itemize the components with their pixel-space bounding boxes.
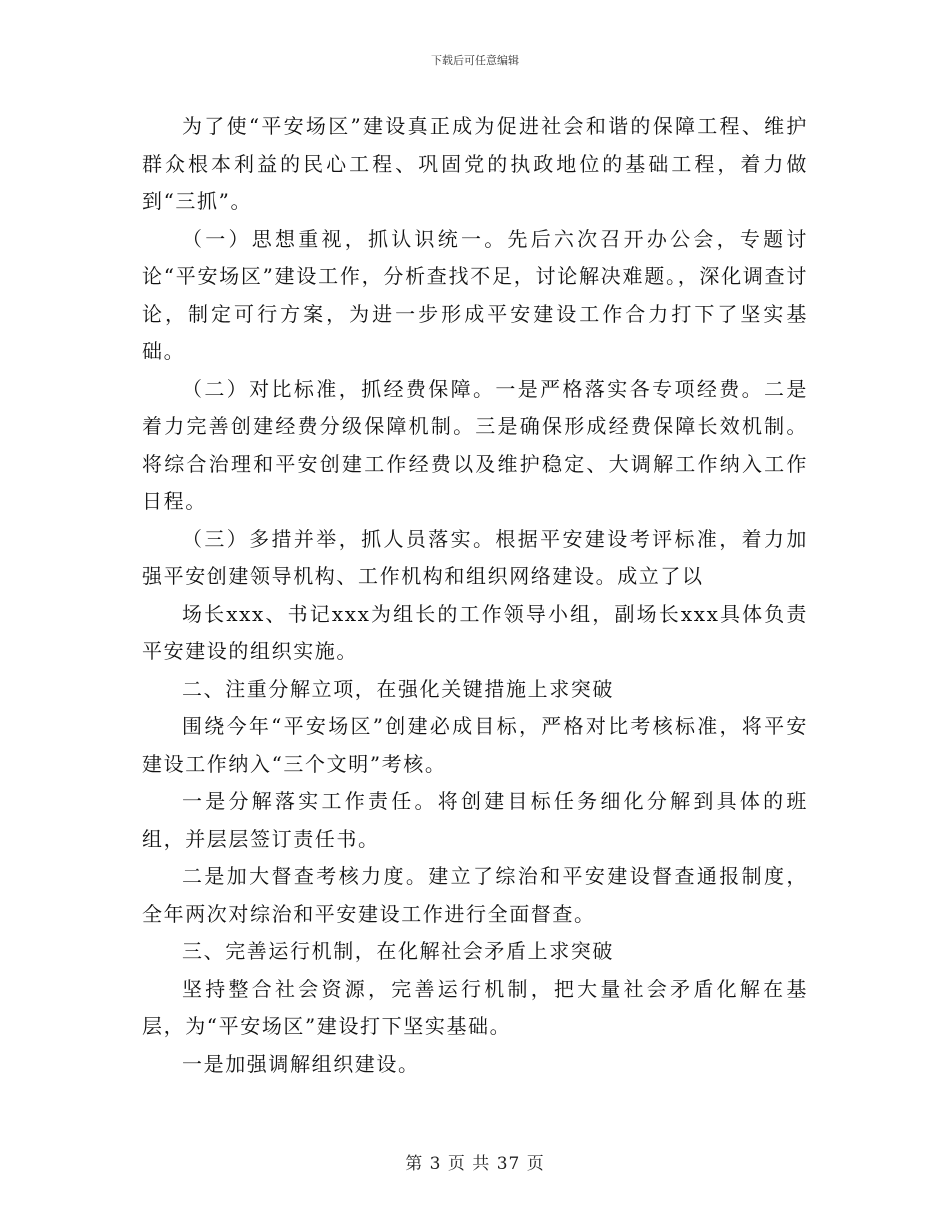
header-note: 下载后可任意编辑 [431,54,519,67]
paragraph-section-2-point-2: 二是加大督查考核力度。建立了综治和平安建设督查通报制度，全年两次对综治和平安建设工作进行全面督查。 [142,864,808,926]
paragraph-intro: 为了使“平安场区”建设真正成为促进社会和谐的保障工程、维护群众根本利益的民心工程、巩固党的执政地位的基础工程，着力做到“三抓”。 [142,114,808,213]
section-heading-3: 三、完善运行机制，在化解社会矛盾上求突破 [182,939,614,963]
page-number: 第 3 页 共 37 页 [405,1154,545,1174]
paragraph-item-3-continued: 场长xxx、书记xxx为组长的工作领导小组，副场长xxx具体负责平安建设的组织实施。 [142,601,808,663]
paragraph-section-3-point-1: 一是加强调解组织建设。 [182,1051,420,1076]
paragraph-item-3: （三）多措并举，抓人员落实。根据平安建设考评标准，着力加强平安创建领导机构、工作机构和组织网络建设。成立了以 [142,526,808,588]
section-heading-2: 二、注重分解立项，在强化关键措施上求突破 [182,676,614,701]
paragraph-item-2: （二）对比标准，抓经费保障。一是严格落实各专项经费。二是着力完善创建经费分级保障机制。三是确保形成经费保障长效机制。将综合治理和平安创建工作经费以及维护稳定、大调解工作纳入工作日程。 [142,376,808,513]
paragraph-section-2-point-1: 一是分解落实工作责任。将创建目标任务细化分解到具体的班组，并层层签订责任书。 [142,789,808,851]
paragraph-section-2-intro: 围绕今年“平安场区”创建必成目标，严格对比考核标准，将平安建设工作纳入“三个文明”考核。 [142,714,808,776]
paragraph-item-1: （一）思想重视，抓认识统一。先后六次召开办公会，专题讨论“平安场区”建设工作，分析查找不足，讨论解决难题。，深化调查讨论，制定可行方案，为进一步形成平安建设工作合力打下了坚实基础。 [142,226,808,363]
document-body [142,108,808,1083]
paragraph-section-3-intro: 坚持整合社会资源，完善运行机制，把大量社会矛盾化解在基层，为“平安场区”建设打下坚实基础。 [142,976,808,1038]
